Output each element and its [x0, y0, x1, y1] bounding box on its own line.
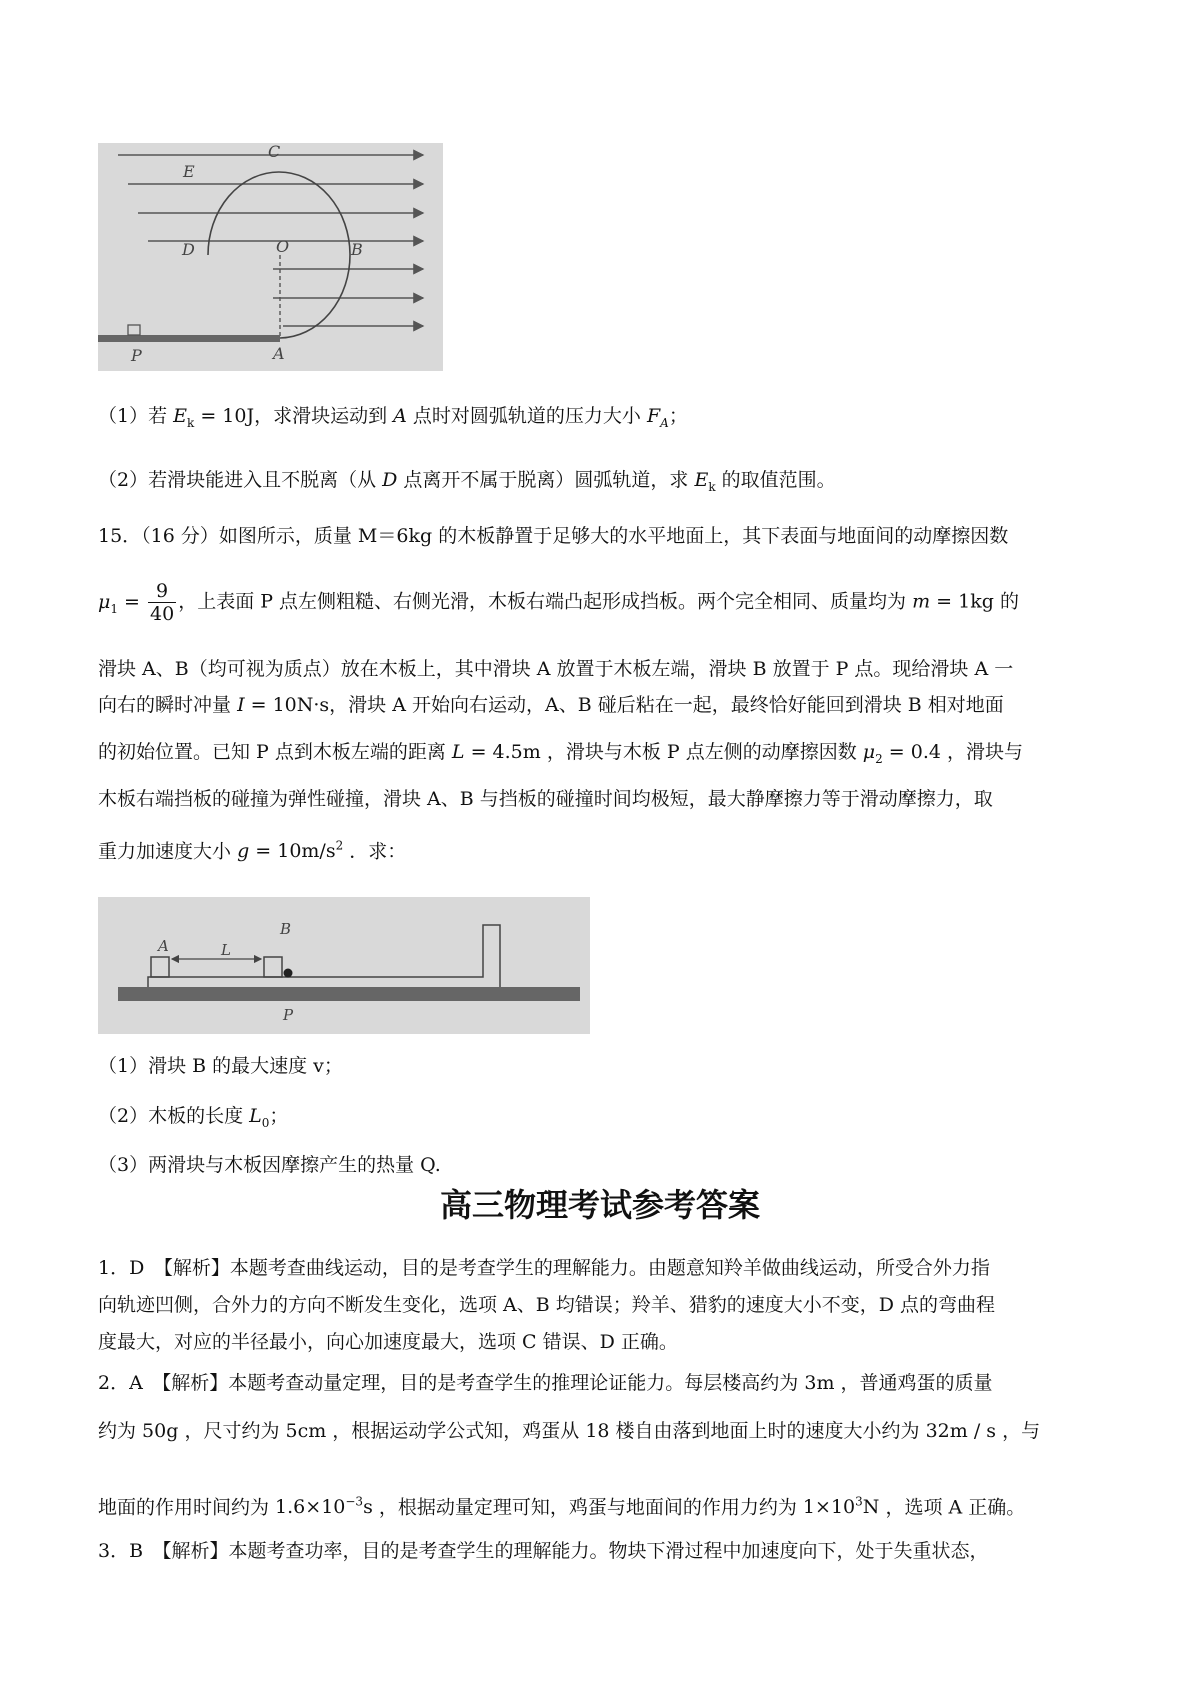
slider-B: [264, 957, 282, 977]
circular-track-diagram: [98, 143, 443, 371]
label-B: B: [280, 920, 292, 938]
q15-line-3: 滑块 A、B（均可视为质点）放在木板上，其中滑块 A 放置于木板左端，滑块 B 放置于 P 点。现给滑块 A 一: [98, 658, 1014, 680]
label-O: O: [276, 237, 290, 256]
formula-ek: $E_k$: [694, 469, 716, 494]
formula-32ms: 32m / s: [919, 1420, 1003, 1442]
formula-force: $1\times 10^3N$: [796, 1495, 886, 1519]
q15-line-4: 向右的瞬时冲量 I = 10N·s，滑块 A 开始向右运动，A、B 碰后粘在一起，最终恰好能回到滑块 B 相对地面: [98, 694, 1004, 716]
formula-g: $g = 10m/s^2$: [237, 839, 344, 863]
board-with-baffle: [148, 925, 500, 987]
q15-line-5: 的初始位置。已知 P 点到木板左端的距离 L = 4.5m ，滑块与木板 P 点左侧的动摩擦因数 $\mu_2 = 0.4$ ，滑块与: [98, 741, 1024, 766]
q15-subquestion-2: （2）木板的长度 $L_0$；: [98, 1105, 289, 1130]
q14-subquestion-1: （1）若 $E_k = 10J$，求滑块运动到 A 点时对圆弧轨道的压力大小 $F_A$；: [98, 405, 688, 430]
formula-mu1: $\mu_1$ = $\frac{9}{40}$: [98, 580, 175, 625]
label-E: E: [183, 162, 195, 181]
answer-1-line-2: 向轨迹凹侧，合外力的方向不断发生变化，选项 A、B 均错误；羚羊、猎豹的速度大小不变，D 点的弯曲程: [98, 1294, 996, 1316]
formula-fa: $F_A$: [646, 405, 669, 430]
slider-block: [128, 325, 140, 335]
horizontal-track: [98, 335, 280, 342]
ground: [118, 987, 580, 1001]
label-B: B: [351, 240, 363, 259]
label-L: L: [221, 941, 231, 959]
formula-5cm: 5cm: [279, 1420, 333, 1442]
answer-1-line-3: 度最大，对应的半径最小，向心加速度最大，选项 C 错误、D 正确。: [98, 1331, 678, 1353]
slider-A: [151, 957, 169, 977]
q15-subquestion-1: （1）滑块 B 的最大速度 v；: [98, 1055, 343, 1077]
q15-subquestion-3: （3）两滑块与木板因摩擦产生的热量 Q.: [98, 1154, 441, 1176]
point-P-dot: [284, 969, 293, 978]
formula-ek-10j: $E_k = 10J$: [173, 405, 255, 430]
q14-subquestion-2: （2）若滑块能进入且不脱离（从 D 点离开不属于脱离）圆弧轨道，求 $E_k$ 的取值范围。: [98, 469, 836, 494]
answer-3-line-1: 3．B 【解析】本题考查功率，目的是考查学生的理解能力。物块下滑过程中加速度向下，处于失重状态，: [98, 1540, 989, 1562]
figure-circular-track: [98, 143, 443, 371]
label-P: P: [283, 1006, 294, 1024]
answer-2-line-3: 地面的作用时间约为 $1.6\times 10^{-3}s$ ，根据动量定理可知，鸡蛋与地面间的作用力约为 $1\times 10^3N$ ，选项 A 正确。: [98, 1495, 1026, 1519]
label-A: A: [273, 344, 285, 363]
formula-time: $1.6\times 10^{-3}s$: [269, 1495, 379, 1519]
q15-line-6: 木板右端挡板的碰撞为弹性碰撞，滑块 A、B 与挡板的碰撞时间均极短，最大静摩擦力等于滑动摩擦力，取: [98, 788, 993, 810]
formula-3m: 3m: [798, 1372, 841, 1394]
answer-2-line-2: 约为 50g ，尺寸约为 5cm ，根据运动学公式知，鸡蛋从 18 楼自由落到地面上时的速度大小约为 32m / s ，与: [98, 1420, 1041, 1442]
label-P: P: [131, 346, 142, 365]
formula-50g: 50g: [136, 1420, 185, 1442]
answers-title: 高三物理考试参考答案: [439, 1186, 760, 1224]
formula-m-1kg: m = 1kg: [912, 590, 1000, 613]
formula-L0: $L_0$: [249, 1105, 270, 1130]
q15-line-2: $\mu_1$ = $\frac{9}{40}$ ，上表面 P 点左侧粗糙、右侧光滑，木板右端凸起形成挡板。两个完全相同、质量均为 m = 1kg 的: [98, 580, 1019, 625]
label-C: C: [268, 143, 281, 161]
formula-mu2: $\mu_2 = 0.4$: [862, 741, 948, 766]
formula-impulse: I = 10N·s: [237, 694, 330, 716]
answer-2-line-1: 2．A 【解析】本题考查动量定理，目的是考查学生的推理论证能力。每层楼高约为 3m ，普通鸡蛋的质量: [98, 1372, 993, 1394]
formula-L: L = 4.5m: [451, 741, 547, 763]
q15-line-7: 重力加速度大小 $g = 10m/s^2$ ．求：: [98, 839, 407, 863]
answer-1-line-1: 1．D 【解析】本题考查曲线运动，目的是考查学生的理解能力。由题意知羚羊做曲线运动，所受合外力指: [98, 1257, 990, 1279]
label-A: A: [158, 937, 169, 955]
label-D: D: [182, 240, 195, 259]
q15-line-1: 15．（16 分）如图所示，质量 M＝6kg 的木板静置于足够大的水平地面上，其下表面与地面间的动摩擦因数: [98, 525, 1009, 547]
board-diagram: [98, 897, 590, 1034]
figure-board-sliders: [98, 897, 590, 1034]
